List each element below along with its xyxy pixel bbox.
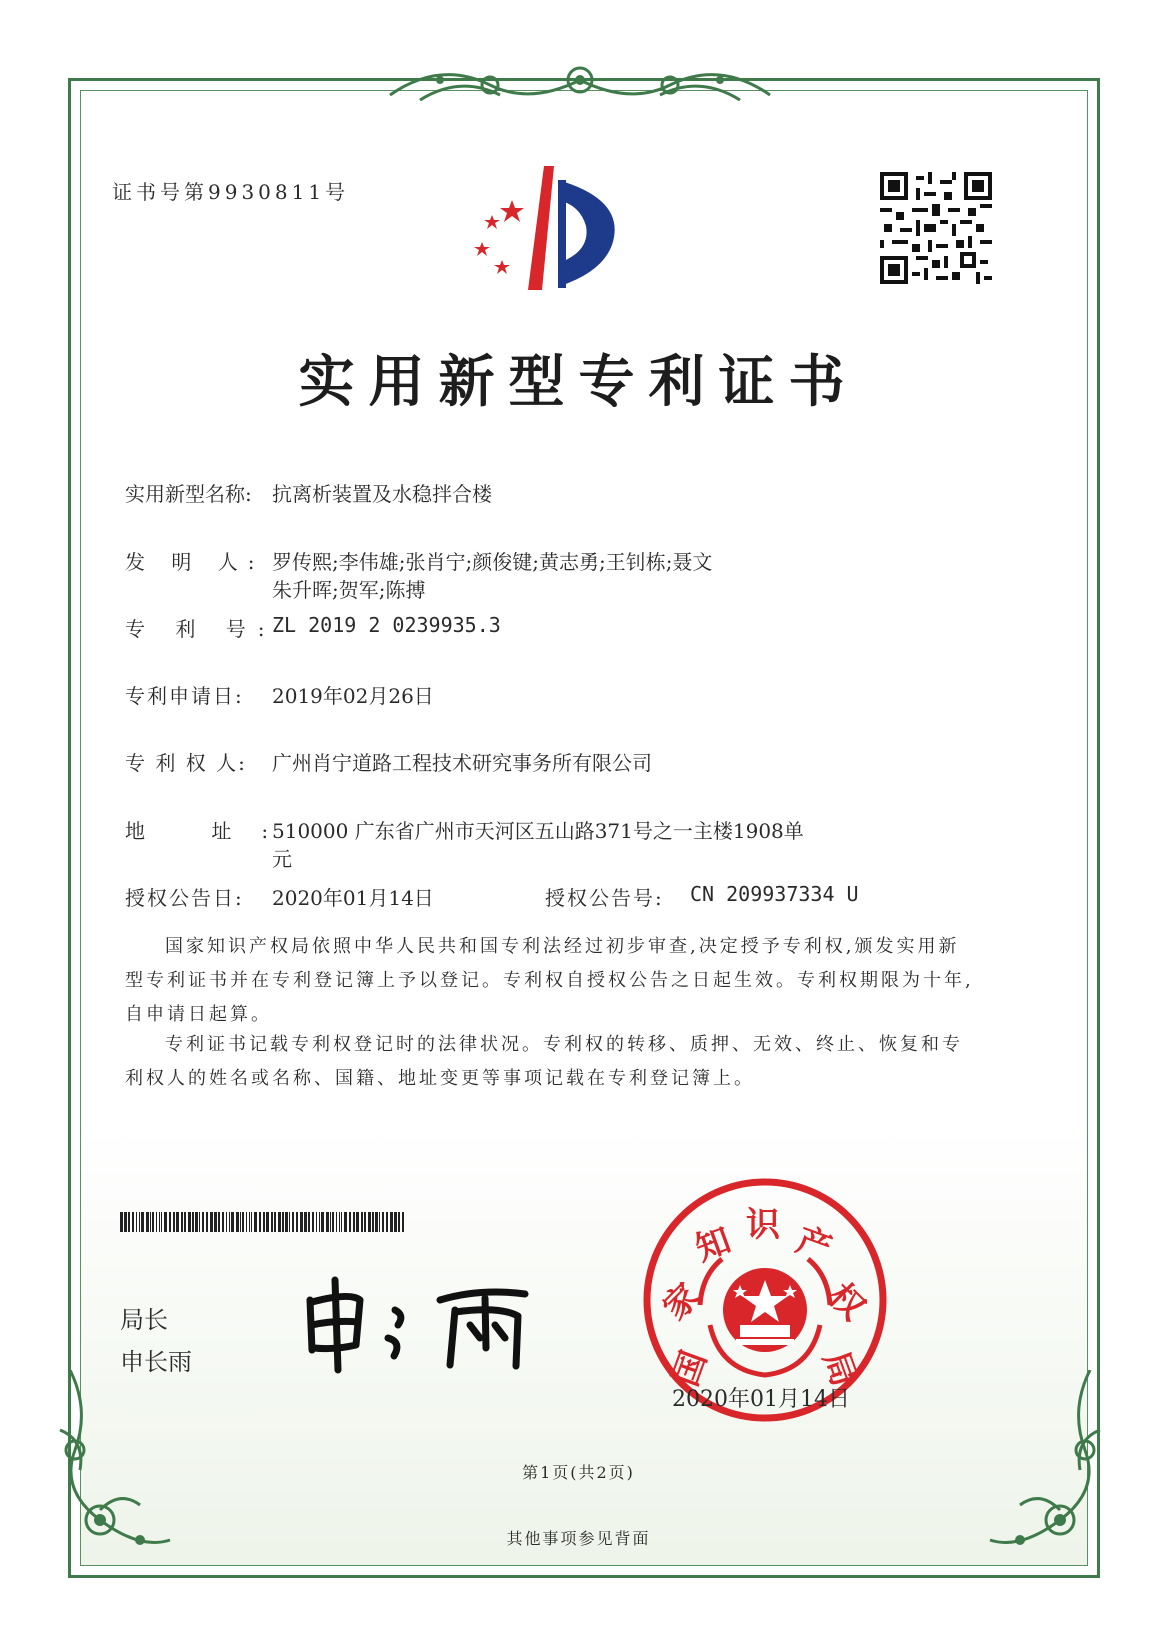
seal-char-1: 国 [665, 1345, 715, 1392]
signer-title: 局长 [120, 1306, 168, 1334]
utility-model-name-label: 实用新型名称: [125, 482, 252, 506]
seal-char-4: 识 [746, 1205, 780, 1245]
patent-office-logo-icon [462, 160, 637, 295]
barcode-icon [120, 1212, 405, 1232]
grant-date-label: 授权公告日: [125, 886, 244, 910]
seal-date: 2020年01月14日 [672, 1387, 850, 1412]
seal-char-5: 产 [790, 1220, 837, 1270]
certificate-title: 实用新型专利证书 [298, 350, 859, 415]
address-line-1: 510000 广东省广州市天河区五山路371号之一主楼1908单 [272, 819, 804, 843]
handwritten-signature-icon [290, 1270, 550, 1380]
page-indicator: 第1页(共2页) [522, 1463, 635, 1482]
patent-holder-label: 专 利 权 人: [125, 751, 247, 775]
seal-char-7: 局 [815, 1345, 865, 1392]
patent-number-value: ZL 2019 2 0239935.3 [272, 613, 501, 637]
top-ornament-icon [380, 55, 780, 115]
filing-date-label: 专利申请日: [125, 684, 244, 708]
seal-char-3: 知 [690, 1220, 737, 1270]
address-label: 地 址: [125, 819, 299, 843]
patent-number-label: 专 利 号: [125, 617, 277, 641]
patent-holder-value: 广州肖宁道路工程技术研究事务所有限公司 [272, 751, 652, 775]
utility-model-name-value: 抗离析装置及水稳拌合楼 [272, 482, 492, 506]
inventor-line-2: 朱升晖;贺军;陈搏 [272, 578, 426, 602]
legal-paragraph-2: 专利证书记载专利权登记时的法律状况。专利权的转移、质押、无效、终止、恢复和专利权人的姓名或名称、国籍、地址变更等事项记载在专利登记簿上。 [125, 1034, 963, 1089]
seal-char-2: 家 [655, 1275, 708, 1329]
signer-name: 申长雨 [120, 1348, 192, 1376]
grant-number-value: CN 209937334 U [690, 882, 859, 906]
qr-code-icon [880, 172, 992, 284]
grant-date-value: 2020年01月14日 [272, 886, 434, 910]
certificate-number: 证书号第9930811号 [112, 180, 350, 204]
filing-date-value: 2019年02月26日 [272, 684, 434, 708]
grant-number-label: 授权公告号: [545, 886, 664, 910]
legal-paragraph-1: 国家知识产权局依照中华人民共和国专利法经过初步审查,决定授予专利权,颁发实用新型专利证书并在专利登记簿上予以登记。专利权自授权公告之日起生效。专利权期限为十年,自申请日起算。 [125, 936, 974, 1025]
seal-char-6: 权 [820, 1275, 873, 1329]
address-line-2: 元 [272, 847, 292, 871]
inventor-line-1: 罗传熙;李伟雄;张肖宁;颜俊键;黄志勇;王钊栋;聂文 [272, 550, 713, 574]
back-note: 其他事项参见背面 [506, 1529, 651, 1548]
inventor-label: 发 明 人: [125, 550, 265, 574]
